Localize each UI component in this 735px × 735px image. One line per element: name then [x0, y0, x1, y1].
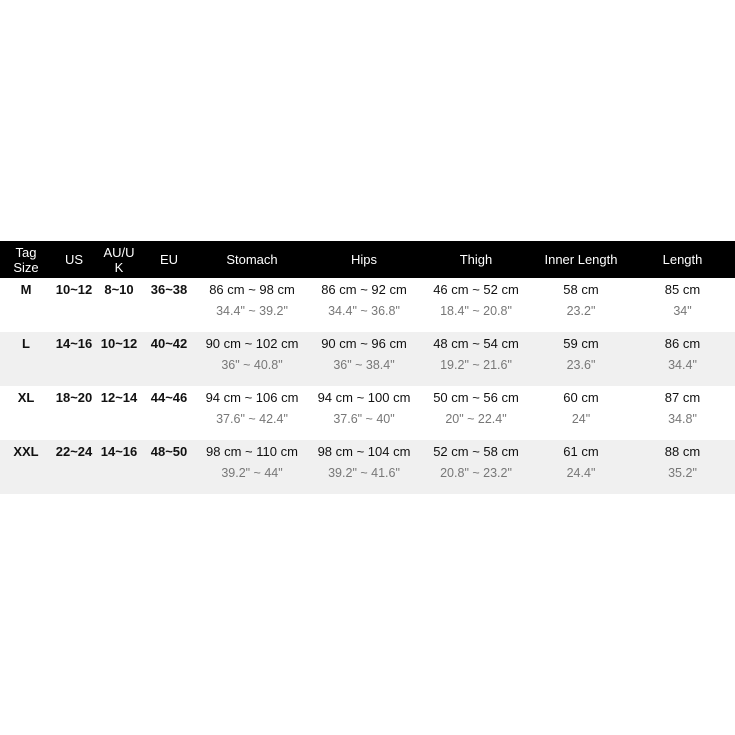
tag-size-cell: L [22, 336, 30, 351]
length-inch: 34.4" [668, 358, 697, 372]
inner-length-inch: 23.6" [566, 358, 596, 372]
eu-size-cell: 36~38 [150, 282, 188, 297]
thigh-inch: 20" ~ 22.4" [445, 412, 507, 426]
inner-length-cell [532, 440, 630, 494]
table-row [0, 440, 735, 494]
us-size-cell: 18~20 [55, 390, 93, 405]
thigh-cm: 50 cm ~ 56 cm [433, 390, 519, 405]
stomach-cm: 98 cm ~ 110 cm [206, 444, 298, 459]
au-uk-size-cell: 14~16 [100, 444, 138, 459]
tag-size-cell: M [20, 282, 32, 297]
stomach-inch: 37.6" ~ 42.4" [216, 412, 288, 426]
table-row [0, 386, 735, 440]
header-stomach: Stomach [226, 252, 278, 267]
thigh-cm: 52 cm ~ 58 cm [433, 444, 519, 459]
stomach-cm: 86 cm ~ 98 cm [209, 282, 295, 297]
table-row [0, 278, 735, 332]
inner-length-cm: 59 cm [563, 336, 599, 351]
stomach-cell [196, 440, 308, 494]
hips-cell [308, 332, 420, 386]
thigh-cm: 46 cm ~ 52 cm [433, 282, 519, 297]
us-size-cell: 14~16 [55, 336, 93, 351]
au-uk-size-cell: 8~10 [104, 282, 134, 297]
hips-cm: 98 cm ~ 104 cm [317, 444, 411, 459]
thigh-inch: 18.4" ~ 20.8" [440, 304, 512, 318]
hips-cell [308, 440, 420, 494]
inner-length-cm: 58 cm [563, 282, 599, 297]
stomach-inch: 34.4" ~ 39.2" [216, 304, 288, 318]
thigh-cell [420, 386, 532, 440]
us-size-cell: 10~12 [55, 282, 93, 297]
eu-size-cell: 48~50 [150, 444, 188, 459]
hips-inch: 37.6" ~ 40" [333, 412, 395, 426]
stomach-cell [196, 386, 308, 440]
length-inch: 35.2" [668, 466, 697, 480]
header-length: Length [662, 252, 703, 267]
hips-cm: 86 cm ~ 92 cm [321, 282, 407, 297]
inner-length-inch: 24" [571, 412, 591, 426]
header-au-uk [96, 241, 142, 278]
header-tag-line1: Tag [15, 244, 37, 260]
length-inch: 34.8" [668, 412, 697, 426]
length-cell [630, 440, 735, 494]
inner-length-cell [532, 332, 630, 386]
header-au-line2: K [114, 259, 124, 275]
thigh-cm: 48 cm ~ 54 cm [433, 336, 519, 351]
header-us: US [64, 252, 84, 267]
thigh-inch: 19.2" ~ 21.6" [440, 358, 512, 372]
inner-length-inch: 23.2" [566, 304, 596, 318]
hips-inch: 36" ~ 38.4" [333, 358, 395, 372]
length-cell [630, 386, 735, 440]
hips-cell [308, 386, 420, 440]
thigh-inch: 20.8" ~ 23.2" [440, 466, 512, 480]
length-inch: 34" [673, 304, 692, 318]
thigh-cell [420, 278, 532, 332]
length-cell [630, 278, 735, 332]
hips-cm: 90 cm ~ 96 cm [321, 336, 407, 351]
stomach-inch: 39.2" ~ 44" [221, 466, 283, 480]
stomach-cm: 90 cm ~ 102 cm [205, 336, 299, 351]
thigh-cell [420, 332, 532, 386]
header-tag-line2: Size [13, 259, 39, 275]
eu-size-cell: 40~42 [150, 336, 188, 351]
eu-size-cell: 44~46 [150, 390, 188, 405]
stomach-inch: 36" ~ 40.8" [221, 358, 283, 372]
inner-length-cell [532, 278, 630, 332]
inner-length-cell [532, 386, 630, 440]
au-uk-size-cell: 10~12 [100, 336, 138, 351]
stomach-cm: 94 cm ~ 106 cm [205, 390, 299, 405]
header-thigh: Thigh [459, 252, 493, 267]
stomach-cell [196, 278, 308, 332]
length-cm: 85 cm [664, 282, 701, 297]
length-cm: 87 cm [664, 390, 701, 405]
header-eu: EU [159, 252, 179, 267]
header-row [0, 241, 735, 278]
inner-length-inch: 24.4" [566, 466, 596, 480]
table-row [0, 332, 735, 386]
hips-inch: 34.4" ~ 36.8" [328, 304, 400, 318]
header-tag-size [0, 241, 52, 278]
size-chart-table [0, 241, 735, 494]
inner-length-cm: 61 cm [563, 444, 599, 459]
thigh-cell [420, 440, 532, 494]
length-cell [630, 332, 735, 386]
stomach-cell [196, 332, 308, 386]
header-inner-length: Inner Length [544, 252, 618, 267]
hips-cm: 94 cm ~ 100 cm [317, 390, 411, 405]
us-size-cell: 22~24 [55, 444, 93, 459]
hips-inch: 39.2" ~ 41.6" [328, 466, 400, 480]
tag-size-cell: XL [17, 390, 35, 405]
tag-size-cell: XXL [13, 444, 39, 459]
length-cm: 88 cm [664, 444, 701, 459]
header-hips: Hips [350, 252, 377, 267]
inner-length-cm: 60 cm [563, 390, 599, 405]
header-au-line1: AU/U [103, 244, 135, 260]
length-cm: 86 cm [664, 336, 701, 351]
au-uk-size-cell: 12~14 [100, 390, 138, 405]
hips-cell [308, 278, 420, 332]
